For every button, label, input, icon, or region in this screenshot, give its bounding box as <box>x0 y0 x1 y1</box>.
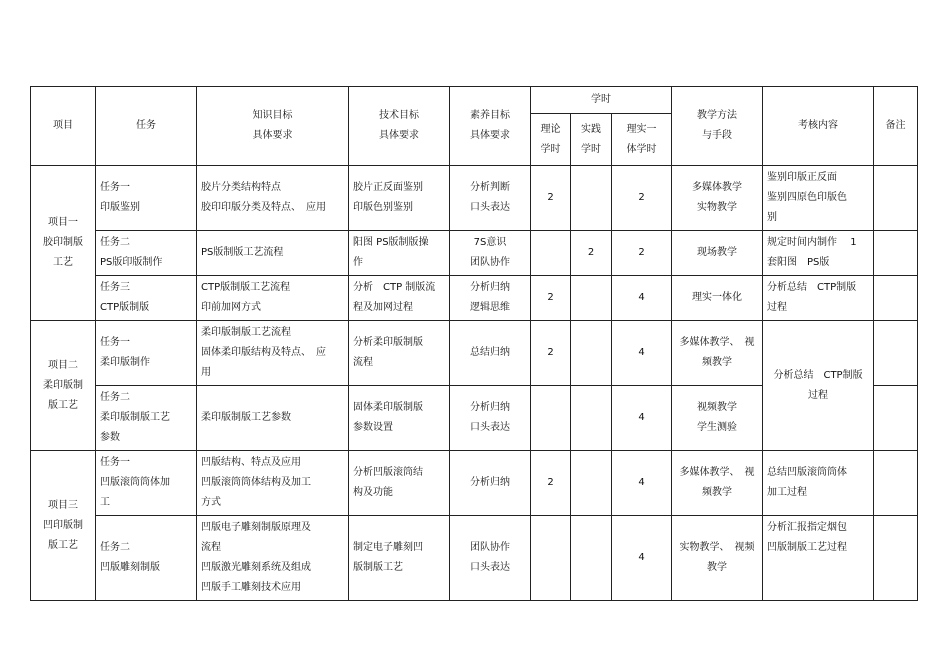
skill-cell: 阳图 PS版制版操 作 <box>349 231 450 276</box>
remark-cell <box>874 231 918 276</box>
header-assessment: 考核内容 <box>763 87 874 166</box>
theory-hours: 2 <box>531 451 571 516</box>
task-cell: 任务三 CTP版制版 <box>96 276 197 321</box>
task-cell: 任务一 凹版滚筒筒体加 工 <box>96 451 197 516</box>
remark-cell <box>874 386 918 451</box>
theory-hours <box>531 516 571 601</box>
header-skill: 技术目标 具体要求 <box>349 87 450 166</box>
practice-hours <box>571 386 612 451</box>
task-cell: 任务一 印版鉴别 <box>96 166 197 231</box>
header-quality: 素养目标 具体要求 <box>450 87 531 166</box>
skill-cell: 固体柔印版制版 参数设置 <box>349 386 450 451</box>
method-cell: 多媒体教学 实物教学 <box>672 166 763 231</box>
table-row <box>31 166 918 231</box>
method-cell: 现场教学 <box>672 231 763 276</box>
integrated-hours: 2 <box>612 231 672 276</box>
assessment-cell: 分析总结 CTP制版 过程 <box>763 276 874 321</box>
knowledge-cell: PS版制版工艺流程 <box>197 231 349 276</box>
quality-cell: 团队协作 口头表达 <box>450 516 531 601</box>
header-task: 任务 <box>96 87 197 166</box>
integrated-hours: 4 <box>612 516 672 601</box>
assessment-cell: 分析总结 CTP制版 过程 <box>763 321 874 451</box>
task-cell: 任务二 PS版印版制作 <box>96 231 197 276</box>
header-hours: 学时 <box>531 87 672 114</box>
knowledge-cell: 柔印版制版工艺参数 <box>197 386 349 451</box>
skill-cell: 胶片正反面鉴别 印版色别鉴别 <box>349 166 450 231</box>
quality-cell: 分析判断 口头表达 <box>450 166 531 231</box>
method-cell: 多媒体教学、 视 频教学 <box>672 451 763 516</box>
integrated-hours: 4 <box>612 451 672 516</box>
header-method: 教学方法 与手段 <box>672 87 763 166</box>
assessment-cell: 分析汇报指定烟包 凹版制版工艺过程 <box>763 516 874 601</box>
quality-cell: 分析归纳 <box>450 451 531 516</box>
header-knowledge: 知识目标 具体要求 <box>197 87 349 166</box>
remark-cell <box>874 276 918 321</box>
task-cell: 任务二 凹版雕刻制版 <box>96 516 197 601</box>
quality-cell: 总结归纳 <box>450 321 531 386</box>
knowledge-cell: 凹版电子雕刻制版原理及 流程 凹版激光雕刻系统及组成 凹版手工雕刻技术应用 <box>197 516 349 601</box>
assessment-cell: 规定时间内制作 1 套阳图 PS版 <box>763 231 874 276</box>
table-row <box>31 451 918 516</box>
remark-cell <box>874 166 918 231</box>
practice-hours <box>571 166 612 231</box>
knowledge-cell: CTP版制版工艺流程 印前加网方式 <box>197 276 349 321</box>
table-row <box>31 516 918 601</box>
skill-cell: 制定电子雕刻凹 版制版工艺 <box>349 516 450 601</box>
task-cell: 任务二 柔印版制版工艺 参数 <box>96 386 197 451</box>
skill-cell: 分析凹版滚筒结 构及功能 <box>349 451 450 516</box>
theory-hours: 2 <box>531 321 571 386</box>
theory-hours <box>531 386 571 451</box>
skill-cell: 分析柔印版制版 流程 <box>349 321 450 386</box>
project-name: 项目二 柔印版制 版工艺 <box>31 321 96 451</box>
table-row <box>31 321 918 386</box>
header-remark: 备注 <box>874 87 918 166</box>
quality-cell: 7S意识 团队协作 <box>450 231 531 276</box>
method-cell: 多媒体教学、 视 频教学 <box>672 321 763 386</box>
header-integrated: 理实一 体学时 <box>612 114 672 166</box>
method-cell: 实物教学、 视频 教学 <box>672 516 763 601</box>
integrated-hours: 4 <box>612 386 672 451</box>
header-project: 项目 <box>31 87 96 166</box>
method-cell: 视频教学 学生测验 <box>672 386 763 451</box>
practice-hours <box>571 516 612 601</box>
quality-cell: 分析归纳 口头表达 <box>450 386 531 451</box>
project-name: 项目一 胶印制版 工艺 <box>31 166 96 321</box>
theory-hours: 2 <box>531 166 571 231</box>
integrated-hours: 2 <box>612 166 672 231</box>
practice-hours <box>571 276 612 321</box>
method-cell: 理实一体化 <box>672 276 763 321</box>
practice-hours <box>571 321 612 386</box>
knowledge-cell: 胶片分类结构特点 胶印印版分类及特点、 应用 <box>197 166 349 231</box>
task-cell: 任务一 柔印版制作 <box>96 321 197 386</box>
knowledge-cell: 凹版结构、特点及应用 凹版滚筒筒体结构及加工 方式 <box>197 451 349 516</box>
theory-hours: 2 <box>531 276 571 321</box>
project-name: 项目三 凹印版制 版工艺 <box>31 451 96 601</box>
practice-hours <box>571 451 612 516</box>
theory-hours <box>531 231 571 276</box>
header-practice: 实践 学时 <box>571 114 612 166</box>
quality-cell: 分析归纳 逻辑思维 <box>450 276 531 321</box>
practice-hours: 2 <box>571 231 612 276</box>
knowledge-cell: 柔印版制版工艺流程 固体柔印版结构及特点、 应 用 <box>197 321 349 386</box>
remark-cell <box>874 516 918 601</box>
integrated-hours: 4 <box>612 276 672 321</box>
table-row <box>31 276 918 321</box>
header-theory: 理论 学时 <box>531 114 571 166</box>
integrated-hours: 4 <box>612 321 672 386</box>
assessment-cell: 总结凹版滚筒筒体 加工过程 <box>763 451 874 516</box>
table-row <box>31 231 918 276</box>
remark-cell <box>874 451 918 516</box>
curriculum-table <box>30 86 918 601</box>
skill-cell: 分析 CTP 制版流 程及加网过程 <box>349 276 450 321</box>
assessment-cell: 鉴别印版正反面 鉴别四原色印版色 别 <box>763 166 874 231</box>
remark-cell <box>874 321 918 386</box>
